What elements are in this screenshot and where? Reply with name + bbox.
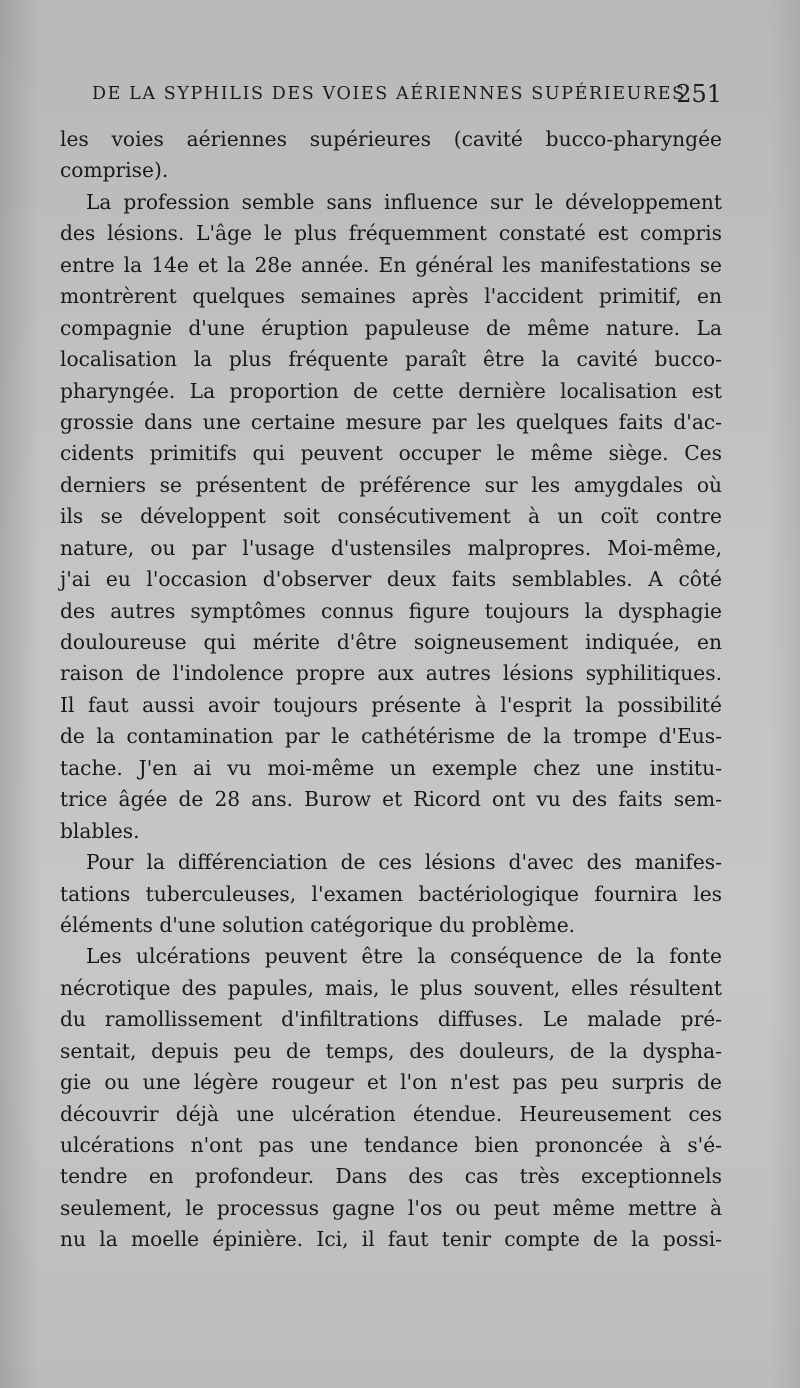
text-line: tendre en profondeur. Dans des cas très exceptionnels (60, 1164, 722, 1189)
text-line: découvrir déjà une ulcération étendue. Heureusement ces (60, 1101, 722, 1126)
text-line: Pour la différenciation de ces lésions d'avec des manifes- (86, 850, 722, 875)
text-line: raison de l'indolence propre aux autres lésions syphilitiques. (60, 661, 722, 686)
text-line: nu la moelle épinière. Ici, il faut tenir compte de la possi- (60, 1227, 722, 1252)
text-line: seulement, le processus gagne l'os ou peut même mettre à (60, 1195, 722, 1220)
text-line: Les ulcérations peuvent être la conséquence de la fonte (86, 944, 722, 969)
text-line: gie ou une légère rougeur et l'on n'est pas peu surpris de (60, 1070, 722, 1095)
text-line: Il faut aussi avoir toujours présente à l'esprit la possibilité (60, 692, 722, 717)
running-header (92, 74, 722, 114)
text-line: tations tuberculeuses, l'examen bactériologique fournira les (60, 881, 722, 906)
text-line: nécrotique des papules, mais, le plus souvent, elles résultent (60, 975, 722, 1000)
text-line: ulcérations n'ont pas une tendance bien prononcée à s'é- (60, 1133, 722, 1157)
text-line: derniers se présentent de préférence sur les amygdales où (60, 472, 722, 497)
text-line: grossie dans une certaine mesure par les quelques faits d'ac- (60, 409, 722, 434)
text-line: entre la 14e et la 28e année. En général les manifestations se (60, 252, 722, 277)
text-line: ils se développent soit consécutivement à un coït contre (60, 504, 722, 529)
text-line: montrèrent quelques semaines après l'accident primitif, en (60, 284, 722, 309)
text-line: les voies aériennes supérieures (cavité bucco-pharyngée (60, 127, 722, 151)
text-line: localisation la plus fréquente paraît être la cavité bucco- (60, 347, 722, 372)
body-text (60, 124, 722, 1256)
text-line: des lésions. L'âge le plus fréquemment constaté est compris (60, 221, 722, 246)
text-line: comprise). (60, 158, 169, 183)
page-shadow-left (0, 0, 40, 1388)
running-title: DE LA SYPHILIS DES VOIES AÉRIENNES SUPÉRIEURES (92, 84, 686, 104)
text-line: trice âgée de 28 ans. Burow et Ricord ont vu des faits sem- (60, 787, 722, 812)
text-line: du ramollissement d'infiltrations diffuses. Le malade pré- (60, 1007, 722, 1032)
text-line: nature, ou par l'usage d'ustensiles malpropres. Moi-même, (60, 535, 722, 560)
page-number: 251 (676, 80, 722, 108)
text-line: de la contamination par le cathétérisme de la trompe d'Eus- (60, 724, 722, 749)
text-line: compagnie d'une éruption papuleuse de même nature. La (60, 315, 722, 340)
text-line: sentait, depuis peu de temps, des douleurs, de la dyspha- (60, 1038, 722, 1063)
text-line: pharyngée. La proportion de cette dernière localisation est (60, 378, 722, 403)
text-line: éléments d'une solution catégorique du problème. (60, 912, 576, 937)
text-line: j'ai eu l'occasion d'observer deux faits semblables. A côté (60, 567, 722, 592)
text-line: douloureuse qui mérite d'être soigneusement indiquée, en (60, 630, 722, 654)
text-line: cidents primitifs qui peuvent occuper le même siège. Ces (60, 441, 722, 466)
text-line: blables. (60, 818, 140, 843)
page-shadow-right (770, 0, 800, 1388)
text-line: des autres symptômes connus figure toujours la dysphagie (60, 598, 722, 623)
text-line: La profession semble sans influence sur le développement (86, 189, 722, 214)
text-line: tache. J'en ai vu moi-même un exemple chez une institu- (60, 755, 722, 780)
